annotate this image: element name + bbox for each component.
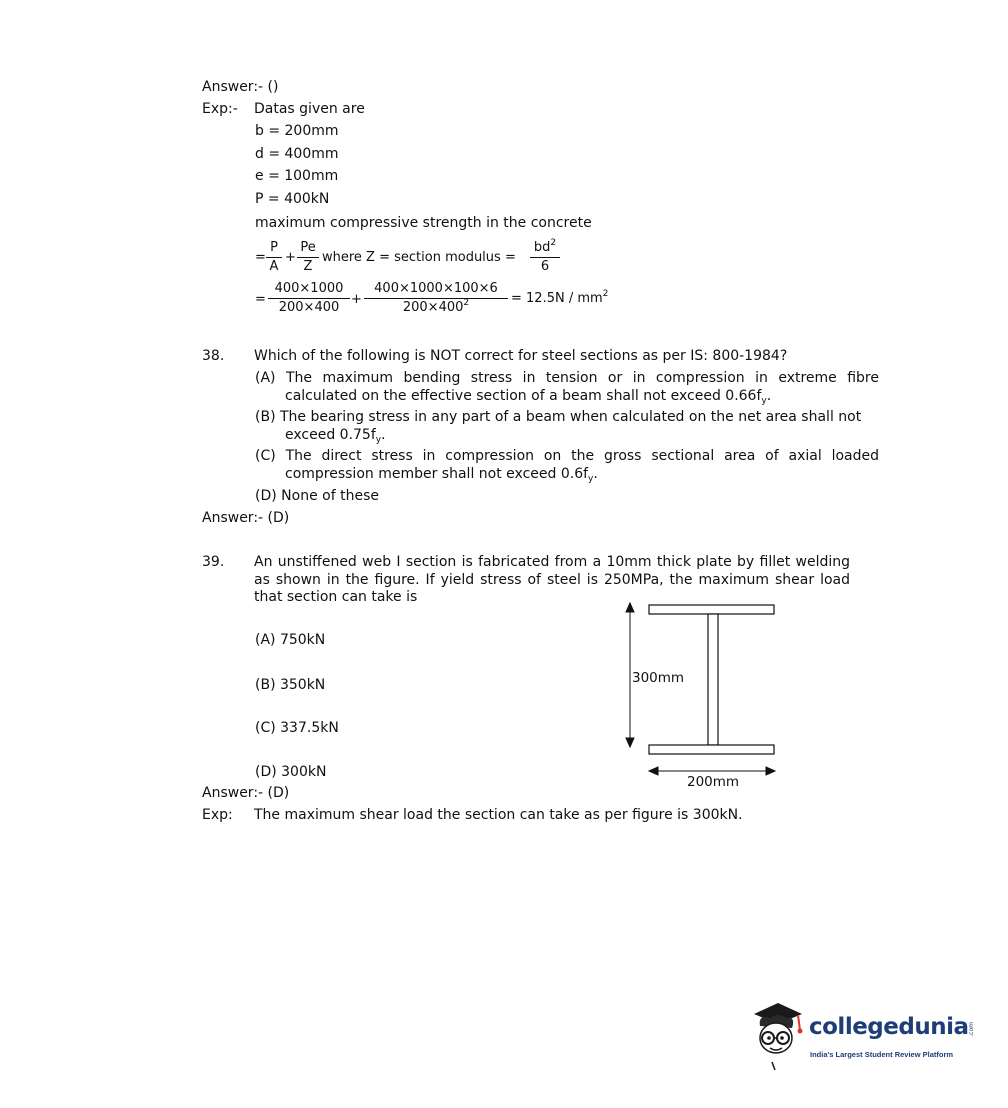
eq1-f3-num: $bd^2$ xyxy=(533,238,557,255)
q38-answer: Answer:- (D) xyxy=(202,510,290,526)
q39-question: An unstiffened web I section is fabricated from a 10mm thick plate by fillet welding as shown in the figure. If yield stress of steel is 250MPa, the maximum shear load that section can take is xyxy=(254,554,850,605)
q38-option-c-label: (C) xyxy=(255,448,276,464)
eq2-fraction-2 xyxy=(364,281,508,316)
eq1-plus: + xyxy=(285,250,296,265)
bottom-flange xyxy=(649,745,774,754)
eq1-f3-den: 6 xyxy=(540,259,550,274)
q38-option-d-text: None of these xyxy=(281,488,379,504)
i-section-figure xyxy=(615,598,785,788)
web-plate xyxy=(708,614,718,745)
q38-question: Which of the following is NOT correct for steel sections as per IS: 800-1984? xyxy=(254,348,788,364)
q38-option-c-text: The direct stress in compression on the gross sectional area of axial loaded compression member shall not exceed 0.6f xyxy=(285,448,879,482)
eq1-f1-den: A xyxy=(269,259,279,274)
eq2-result: = $12.5N / mm^2$ xyxy=(511,289,609,306)
prev-answer-line: Answer:- () xyxy=(202,79,279,95)
given-e: e = 100mm xyxy=(255,168,339,184)
top-flange xyxy=(649,605,774,614)
eq2-f2-den: $200\times 400^2$ xyxy=(402,298,470,315)
given-b: b = 200mm xyxy=(255,123,339,139)
q39-option-c: (C) 337.5kN xyxy=(255,720,339,736)
q38-option-b: (B) The bearing stress in any part of a beam when calculated on the net area shall not exceed $0.75f_y$. xyxy=(255,409,862,445)
q38-option-d-label: (D) xyxy=(255,488,277,504)
q38-number: 38. xyxy=(202,348,225,364)
eq2-f2-den-exp: 2 xyxy=(463,298,470,308)
eq1-equals: = xyxy=(255,250,266,265)
prev-exp-label: Exp:- xyxy=(202,101,238,117)
eq2-f2-num: 400×1000×100×6 xyxy=(374,281,498,296)
eq1-fraction-p-over-a xyxy=(266,240,282,275)
figure-height-label: 300mm xyxy=(632,670,685,686)
eq2-equals: = xyxy=(255,292,266,307)
eq2-f1-den: 200×400 xyxy=(278,300,340,315)
eq1-f2-num: Pe xyxy=(300,240,316,255)
q38-option-a-sub: y xyxy=(761,395,767,406)
eq2-result-exp: 2 xyxy=(602,289,609,299)
fraction-bar xyxy=(530,257,560,258)
eq1-f1-num: P xyxy=(270,240,278,255)
eq2-f1-num: 400×1000 xyxy=(274,281,344,296)
logo-tld: .com xyxy=(968,1022,975,1037)
eq1-where-text: where Z = section modulus = xyxy=(322,250,516,265)
q38-option-c: (C) The direct stress in compression on the gross sectional area of axial loaded compression member shall not exceed $0.6f_y$. xyxy=(255,448,879,484)
prev-exp-intro: Datas given are xyxy=(254,101,365,117)
given-d: d = 400mm xyxy=(255,146,339,162)
given-p: P = 400kN xyxy=(255,191,330,207)
figure-width-label: 200mm xyxy=(687,774,740,790)
q39-option-d: (D) 300kN xyxy=(255,764,327,780)
eq1-f3-exp: 2 xyxy=(550,238,557,248)
eq1-f2-den: Z xyxy=(303,259,313,274)
q38-option-a: (A) The maximum bending stress in tension or in compression in extreme fibre calculated on the effective section of a beam shall not exceed $0.66f_y$. xyxy=(255,370,879,406)
q38-option-b-label: (B) xyxy=(255,409,276,425)
mascot-icon xyxy=(748,1000,806,1070)
fraction-bar xyxy=(297,257,319,258)
fraction-bar xyxy=(364,298,508,299)
q38-option-b-text: The bearing stress in any part of a beam when calculated on the net area shall not exceed 0.75f xyxy=(279,409,862,443)
q39-exp-label: Exp: xyxy=(202,807,233,823)
eq1-fraction-pe-over-z xyxy=(297,240,319,275)
q38-option-a-text: The maximum bending stress in tension or in compression in extreme fibre calculated on the effective section of a beam shall not exceed 0.66f xyxy=(285,370,879,404)
q39-option-b: (B) 350kN xyxy=(255,677,326,693)
logo-tagline: India's Largest Student Review Platform xyxy=(810,1050,954,1059)
q39-option-a: (A) 750kN xyxy=(255,632,326,648)
q38-option-b-sub: y xyxy=(375,434,382,445)
q38-option-d xyxy=(255,488,379,504)
collegedunia-logo[interactable] xyxy=(748,1000,978,1070)
eq2-fraction-1 xyxy=(268,281,350,316)
eq1-fraction-bd2-over-6 xyxy=(530,240,560,275)
q39-exp-text: The maximum shear load the section can take as per figure is 300kN. xyxy=(254,807,743,823)
logo-brand-text: collegedunia xyxy=(809,1014,969,1040)
q38-option-a-label: (A) xyxy=(255,370,276,386)
eq2-plus: + xyxy=(351,292,362,307)
q38-option-c-sub: y xyxy=(588,473,594,484)
fraction-bar xyxy=(266,257,282,258)
q39-answer: Answer:- (D) xyxy=(202,785,290,801)
q39-number: 39. xyxy=(202,554,225,570)
fraction-bar xyxy=(268,298,350,299)
statement: maximum compressive strength in the concrete xyxy=(255,215,592,231)
